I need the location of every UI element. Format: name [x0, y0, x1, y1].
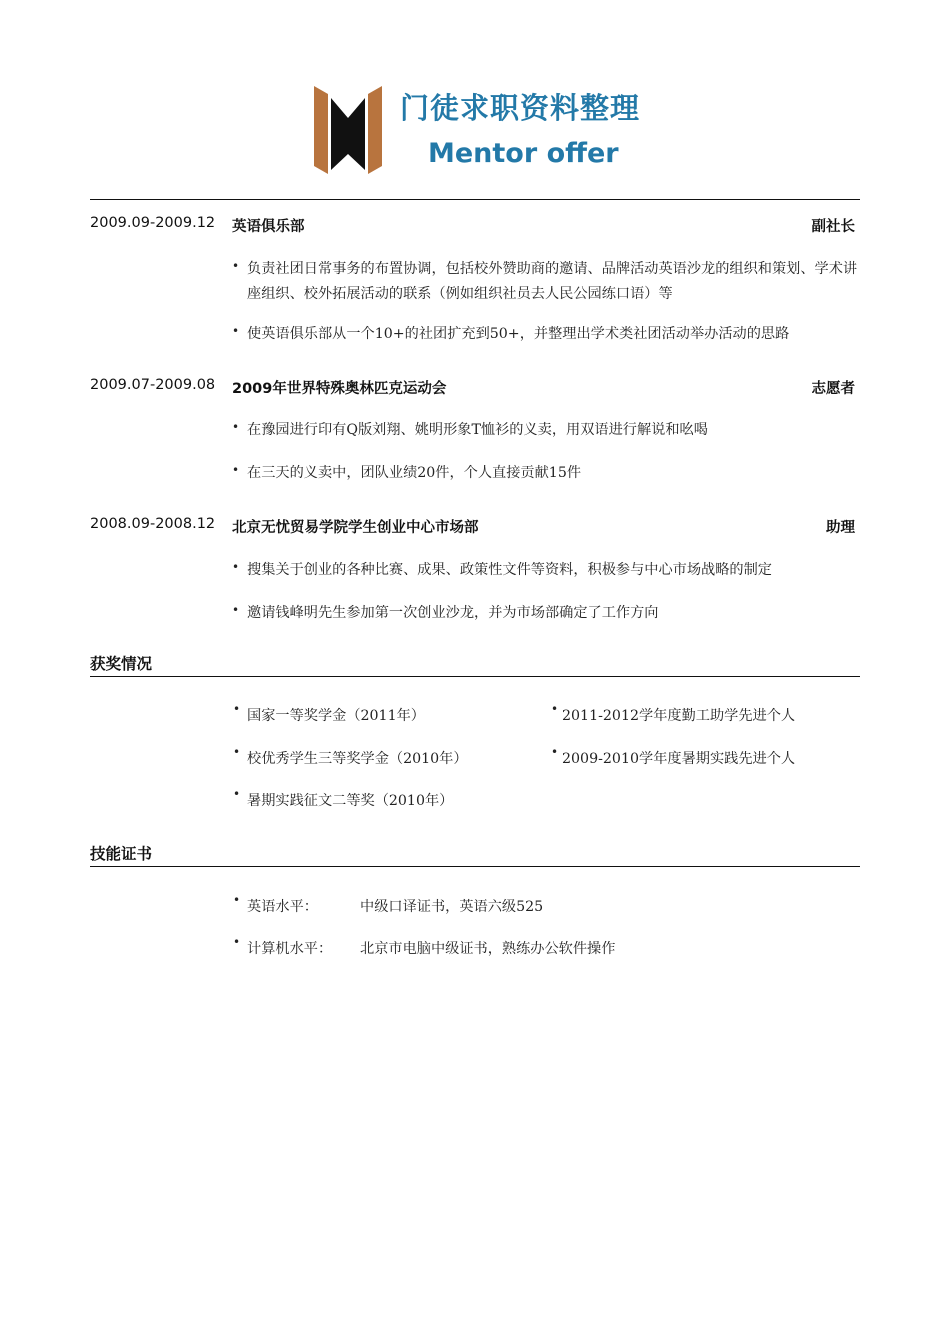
experience-bullet: • 在豫园进行印有Q版刘翔、姚明形象T恤衫的义卖，用双语进行解说和吆喝 [90, 418, 860, 443]
award-item: • 国家一等奖学金（2011年） [233, 702, 425, 724]
bullet-dot-icon: • [233, 787, 241, 801]
bullet-dot-icon: • [551, 702, 559, 716]
page-header [0, 78, 950, 178]
skill-label: 英语水平： [247, 899, 318, 915]
brand-title-cn: 门徒求职资料整理 [400, 91, 641, 125]
bullet-dot-icon: • [233, 702, 241, 716]
experience-role: 副社长 [811, 219, 855, 235]
award-item: • 2009-2010学年度暑期实践先进个人 [551, 745, 796, 767]
experience-role: 志愿者 [811, 381, 855, 397]
experience-date: 2009.09-2009.12 [90, 215, 216, 231]
award-item: • 校优秀学生三等奖学金（2010年） [233, 745, 468, 767]
experience-org: 北京无忧贸易学院学生创业中心市场部 [232, 520, 479, 536]
bullet-dot-icon: • [233, 893, 241, 907]
experience-bullet: • 邀请钱峰明先生参加第一次创业沙龙，并为市场部确定了工作方向 [90, 601, 860, 626]
skill-item [233, 893, 544, 916]
brand-title-en: Mentor offer [428, 138, 619, 169]
awards-section-title: 获奖情况 [90, 653, 860, 677]
experience-bullet: • 负责社团日常事务的布置协调，包括校外赞助商的邀请、品牌活动英语沙龙的组织和策划、学术讲座组织、校外拓展活动的联系（例如组织社员去人民公园练口语）等 [90, 257, 860, 307]
experience-item [90, 516, 860, 626]
experience-date: 2009.07-2009.08 [90, 377, 216, 393]
bullet-dot-icon: • [232, 259, 240, 273]
experience-org: 英语俱乐部 [232, 219, 305, 235]
skills-section-title: 技能证书 [90, 843, 860, 867]
experience-bullet: • 使英语俱乐部从一个10+的社团扩充到50+，并整理出学术类社团活动举办活动的思路 [90, 322, 860, 347]
skill-value: 中级口译证书，英语六级525 [360, 899, 544, 915]
skill-value: 北京市电脑中级证书，熟练办公软件操作 [360, 941, 616, 957]
bullet-dot-icon: • [232, 603, 240, 617]
award-item: • 2011-2012学年度勤工助学先进个人 [551, 702, 796, 724]
header-divider [90, 199, 860, 200]
experience-role: 助理 [826, 520, 855, 536]
experience-bullet: • 在三天的义卖中，团队业绩20件，个人直接贡献15件 [90, 461, 860, 486]
award-item: • 暑期实践征文二等奖（2010年） [233, 787, 454, 809]
experience-org: 2009年世界特殊奥林匹克运动会 [232, 381, 447, 397]
skill-label: 计算机水平： [247, 941, 333, 957]
bullet-dot-icon: • [551, 745, 559, 759]
mentor-logo-icon [314, 84, 382, 174]
bullet-dot-icon: • [232, 463, 240, 477]
experience-bullet: • 搜集关于创业的各种比赛、成果、政策性文件等资料，积极参与中心市场战略的制定 [90, 558, 860, 583]
bullet-dot-icon: • [232, 560, 240, 574]
bullet-dot-icon: • [233, 935, 241, 949]
experience-item [90, 377, 860, 486]
skill-item [233, 935, 616, 958]
bullet-dot-icon: • [233, 745, 241, 759]
bullet-dot-icon: • [232, 420, 240, 434]
bullet-dot-icon: • [232, 324, 240, 338]
experience-item [90, 215, 860, 347]
experience-date: 2008.09-2008.12 [90, 516, 216, 532]
